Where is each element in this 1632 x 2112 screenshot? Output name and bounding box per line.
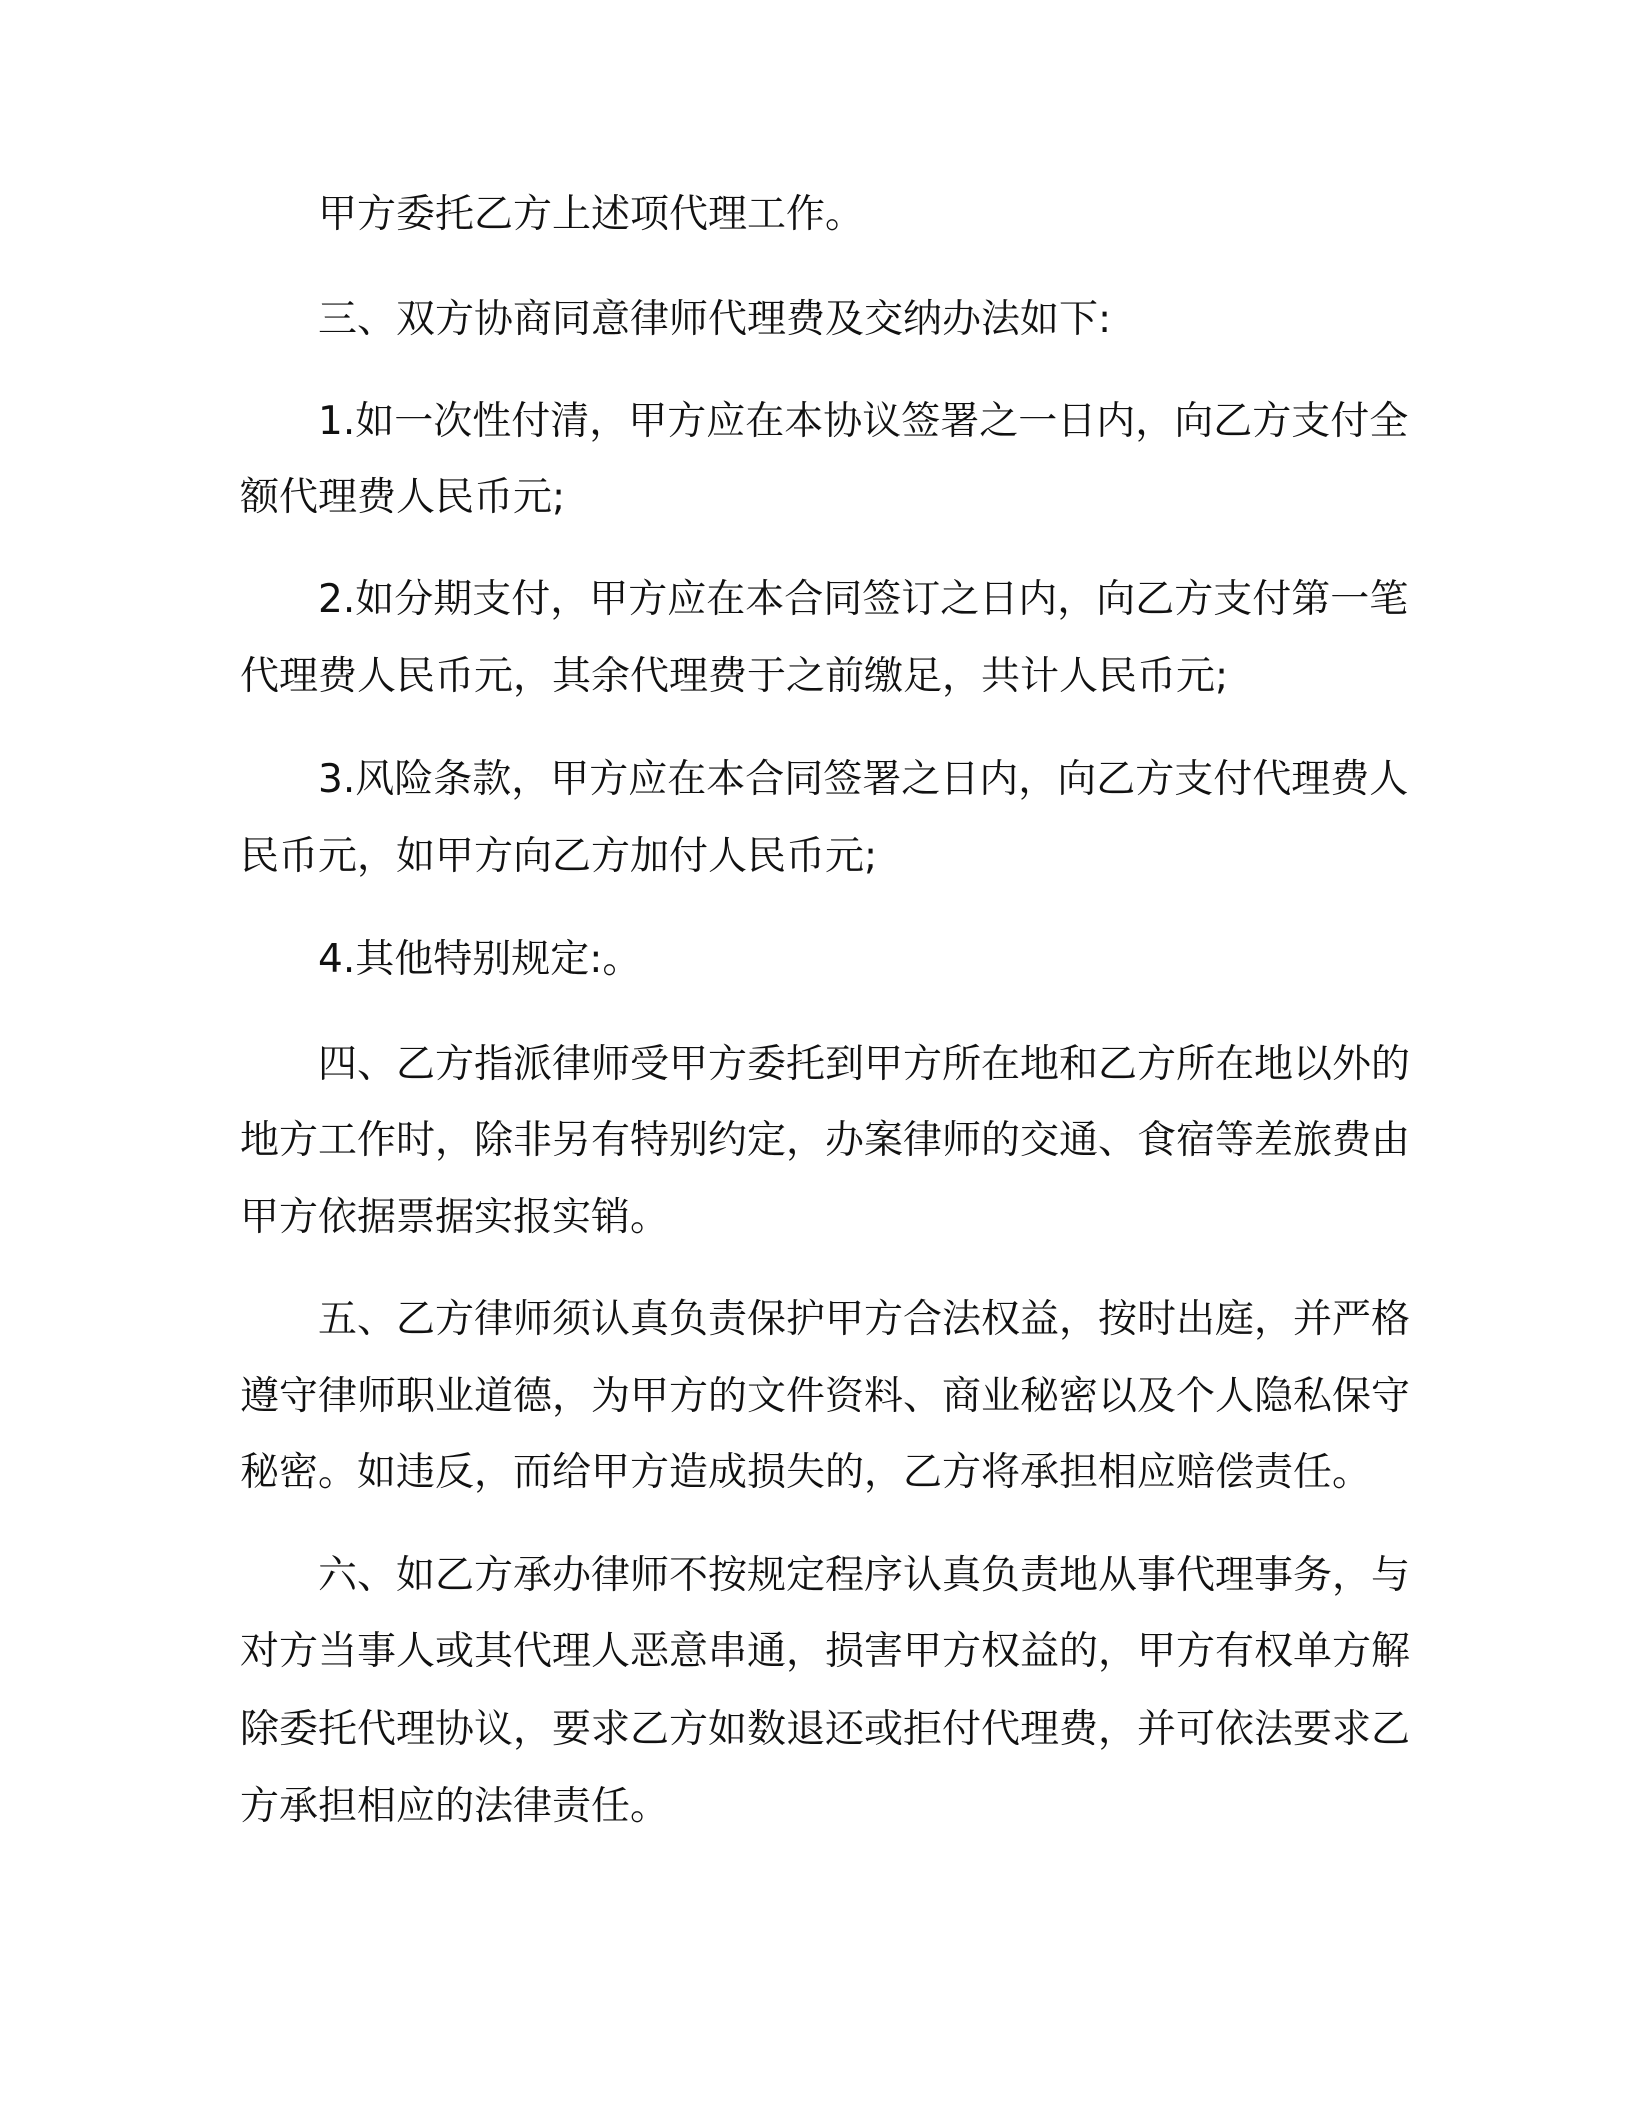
text-line: 四、乙方指派律师受甲方委托到甲方所在地和乙方所在地以外的 — [318, 1042, 1411, 1087]
text-line: 4.其他特别规定:。 — [318, 937, 642, 982]
text-line: 对方当事人或其代理人恶意串通，损害甲方权益的，甲方有权单方解 — [240, 1629, 1411, 1674]
text-line: 民币元，如甲方向乙方加付人民币元; — [240, 834, 878, 879]
text-line: 秘密。如违反，而给甲方造成损失的，乙方将承担相应赔偿责任。 — [240, 1450, 1372, 1495]
text-line: 五、乙方律师须认真负责保护甲方合法权益，按时出庭，并严格 — [318, 1297, 1411, 1342]
text-line: 地方工作时，除非另有特别约定，办案律师的交通、食宿等差旅费由 — [240, 1118, 1411, 1163]
text-line: 甲方委托乙方上述项代理工作。 — [318, 192, 865, 237]
text-line: 甲方依据票据实报实销。 — [240, 1195, 670, 1240]
text-line: 额代理费人民币元; — [240, 475, 566, 520]
text-line: 六、如乙方承办律师不按规定程序认真负责地从事代理事务，与 — [318, 1553, 1411, 1598]
text-line: 2.如分期支付，甲方应在本合同签订之日内，向乙方支付第一笔 — [318, 577, 1409, 622]
text-line: 方承担相应的法律责任。 — [240, 1784, 670, 1829]
text-line: 三、双方协商同意律师代理费及交纳办法如下: — [318, 297, 1112, 342]
text-line: 3.风险条款，甲方应在本合同签署之日内，向乙方支付代理费人 — [318, 757, 1409, 802]
text-line: 除委托代理协议，要求乙方如数退还或拒付代理费，并可依法要求乙 — [240, 1707, 1411, 1752]
text-line: 代理费人民币元，其余代理费于之前缴足，共计人民币元; — [240, 654, 1229, 699]
text-line: 遵守律师职业道德，为甲方的文件资料、商业秘密以及个人隐私保守 — [240, 1374, 1411, 1419]
text-line: 1.如一次性付清，甲方应在本协议签署之一日内，向乙方支付全 — [318, 399, 1409, 444]
